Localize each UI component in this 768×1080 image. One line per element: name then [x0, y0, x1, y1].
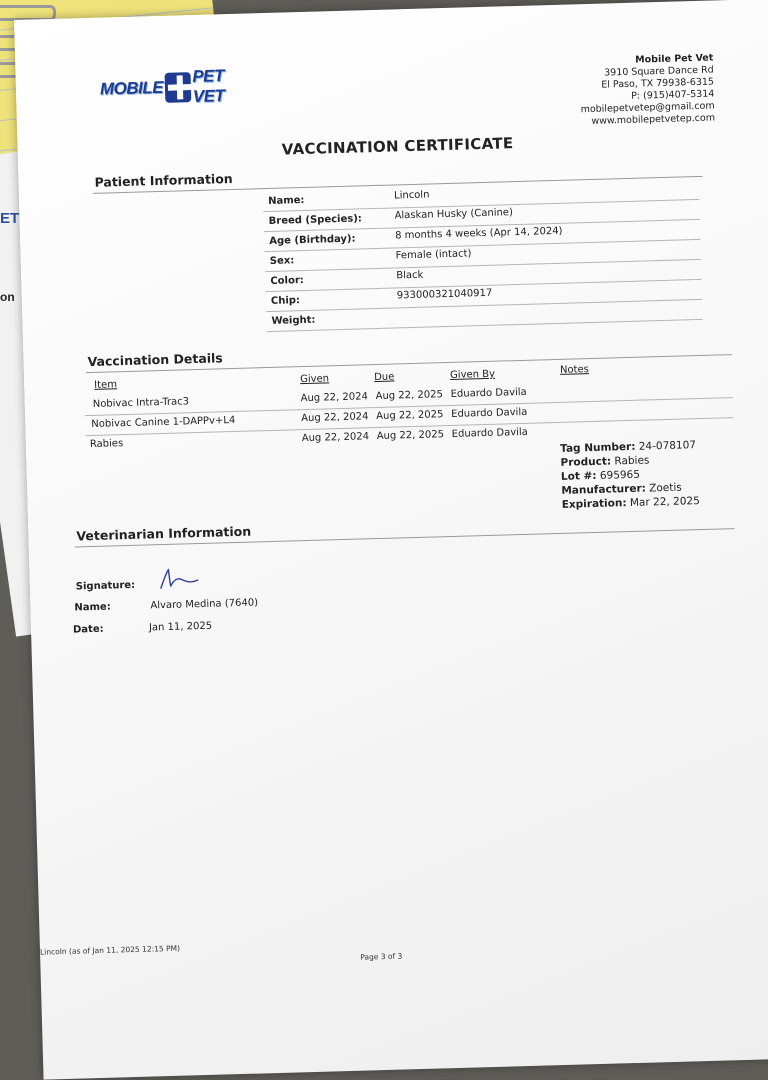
note-label: Expiration: [561, 497, 627, 511]
patient-value: Black [396, 269, 424, 282]
vaccine-item: Rabies [89, 438, 124, 451]
note-label: Manufacturer: [561, 482, 647, 497]
patient-label: Chip: [270, 295, 301, 307]
clinic-contact-block [579, 52, 715, 128]
patient-value: 8 months 4 weeks (Apr 14, 2024) [395, 225, 563, 242]
clinic-name: Mobile Pet Vet [635, 52, 714, 66]
col-header-given-by: Given By [449, 368, 496, 381]
vet-name-value: Alvaro Medina (7640) [150, 597, 259, 612]
vet-name-label: Name: [74, 601, 111, 614]
note-value: 695965 [599, 468, 641, 482]
patient-label: Breed (Species): [268, 213, 362, 227]
clinic-email: mobilepetvetep@gmail.com [580, 100, 715, 116]
logo-text-right: PET VET [192, 66, 225, 107]
footer-page-number: Page 3 of 3 [360, 951, 403, 962]
col-header-due: Due [373, 371, 395, 384]
note-value: Rabies [614, 454, 650, 468]
patient-section-title: Patient Information [94, 170, 233, 190]
footer-patient-timestamp: Lincoln (as of Jan 11, 2025 12:15 PM) [39, 943, 181, 957]
vaccine-given-by: Eduardo Davila [451, 406, 528, 420]
clinic-website: www.mobilepetvetep.com [591, 112, 716, 127]
vaccine-given: Aug 22, 2024 [300, 391, 369, 405]
document-title: VACCINATION CERTIFICATE [281, 134, 514, 159]
clinic-address-line1: 3910 Square Dance Rd [604, 64, 714, 79]
logo-text-left: MOBILE [99, 77, 164, 99]
clinic-logo [100, 68, 251, 106]
clinic-phone: P: (915)407-5314 [630, 88, 715, 102]
vaccine-item: Nobivac Intra-Trac3 [92, 396, 190, 410]
note-value: 24-078107 [638, 439, 697, 453]
note-label: Product: [560, 455, 612, 469]
clinic-address-line2: El Paso, TX 79938-6315 [601, 76, 715, 91]
note-value: Mar 22, 2025 [629, 495, 700, 509]
vaccine-due: Aug 22, 2025 [376, 429, 445, 443]
col-header-notes: Notes [559, 364, 590, 376]
vaccine-given: Aug 22, 2024 [301, 431, 370, 445]
vaccine-given: Aug 22, 2024 [301, 411, 369, 425]
col-header-item: Item [94, 379, 118, 391]
date-label: Date: [72, 623, 104, 636]
rabies-notes [560, 438, 700, 512]
signature-label: Signature: [75, 579, 136, 593]
col-header-given: Given [300, 373, 330, 386]
note-expiration [562, 494, 700, 512]
patient-value: 933000321040917 [396, 287, 493, 302]
vaccine-given-by: Eduardo Davila [450, 386, 527, 400]
vaccine-item: Nobivac Canine 1-DAPPv+L4 [91, 414, 236, 430]
signature-mark [157, 563, 208, 594]
patient-label: Color: [270, 275, 304, 287]
patient-label: Weight: [271, 314, 316, 327]
certificate-paper [14, 0, 768, 1080]
patient-value: Lincoln [393, 189, 430, 202]
patient-label: Sex: [269, 255, 295, 267]
vaccine-due: Aug 22, 2025 [376, 409, 444, 423]
patient-value: Alaskan Husky (Canine) [394, 207, 514, 222]
background-text-fragment: ET [0, 210, 20, 227]
patient-label: Age (Birthday): [269, 233, 356, 247]
note-label: Lot #: [560, 469, 597, 483]
vaccine-given-by: Eduardo Davila [451, 426, 529, 440]
veterinarian-section-title: Veterinarian Information [76, 523, 252, 544]
note-value: Zoetis [649, 481, 682, 495]
vet-cross-icon [165, 72, 191, 103]
background-text-fragment: on [0, 290, 15, 304]
vaccination-section-title: Vaccination Details [87, 350, 223, 370]
patient-value: Female (intact) [395, 248, 472, 262]
vaccine-due: Aug 22, 2025 [375, 389, 444, 403]
date-value: Jan 11, 2025 [148, 620, 213, 634]
note-label: Tag Number: [560, 440, 636, 455]
patient-label: Name: [268, 194, 305, 207]
